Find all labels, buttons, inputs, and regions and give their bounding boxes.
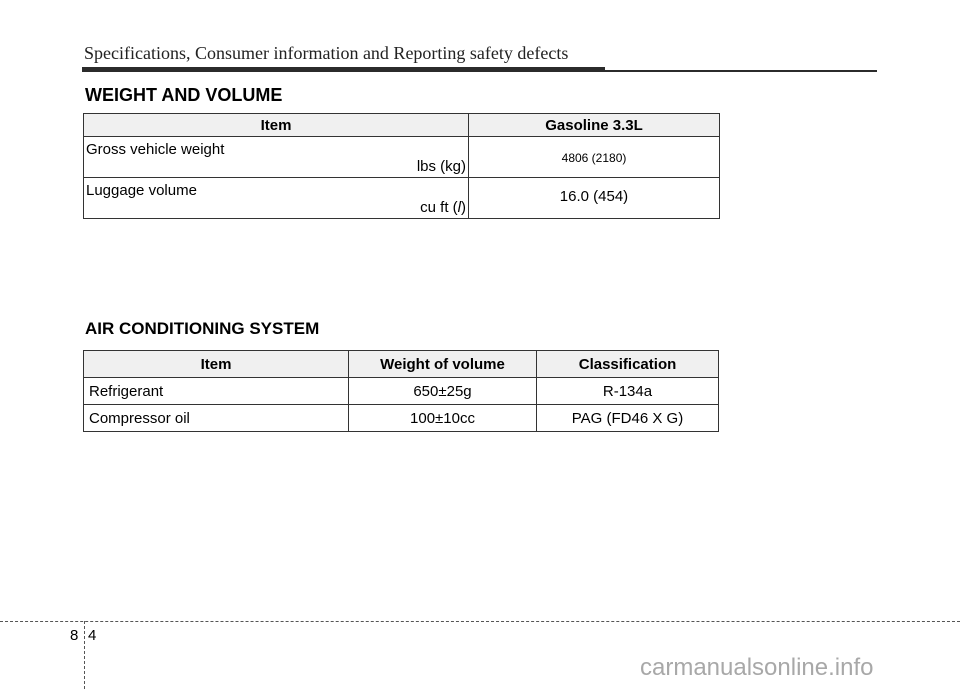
weight-cell: 100±10cc bbox=[349, 405, 537, 432]
item-unit: lbs (kg) bbox=[416, 158, 466, 175]
value-cell bbox=[469, 137, 720, 178]
item-value: 4806 (2180) bbox=[561, 151, 627, 165]
weight-cell: 650±25g bbox=[349, 378, 537, 405]
column-header-item: Item bbox=[84, 114, 469, 137]
item-cell bbox=[84, 137, 469, 178]
column-header-gasoline: Gasoline 3.3L bbox=[469, 114, 720, 137]
table-row bbox=[84, 378, 719, 405]
table-row bbox=[84, 178, 720, 219]
item-cell: Compressor oil bbox=[84, 405, 349, 432]
table-header-row bbox=[84, 351, 719, 378]
air-conditioning-table bbox=[83, 350, 719, 432]
value-cell bbox=[469, 178, 720, 219]
column-header-weight: Weight of volume bbox=[349, 351, 537, 378]
weight-volume-table bbox=[83, 113, 720, 219]
item-label: Luggage volume bbox=[86, 182, 197, 199]
item-unit bbox=[84, 199, 468, 216]
header-rule-thick bbox=[82, 67, 605, 72]
page-number: 4 bbox=[88, 627, 97, 644]
unit-suffix: ) bbox=[461, 199, 466, 216]
page-section-number: 8 bbox=[70, 627, 79, 644]
section-title-air-conditioning: AIR CONDITIONING SYSTEM bbox=[85, 319, 320, 338]
column-header-classification: Classification bbox=[537, 351, 719, 378]
classification-cell: PAG (FD46 X G) bbox=[537, 405, 719, 432]
watermark: carmanualsonline.info bbox=[640, 654, 874, 681]
unit-prefix: cu ft ( bbox=[420, 199, 458, 216]
column-header-item: Item bbox=[84, 351, 349, 378]
table-row bbox=[84, 137, 720, 178]
unit-liter-symbol: l bbox=[457, 199, 461, 216]
header-rule-thin bbox=[605, 70, 877, 72]
item-value: 16.0 (454) bbox=[559, 188, 629, 205]
page-header-title: Specifications, Consumer information and Reporting safety defects bbox=[84, 43, 569, 63]
classification-cell: R-134a bbox=[537, 378, 719, 405]
table-row bbox=[84, 405, 719, 432]
section-title-weight-volume: WEIGHT AND VOLUME bbox=[85, 85, 283, 105]
item-cell bbox=[84, 178, 469, 219]
item-label: Gross vehicle weight bbox=[86, 141, 225, 158]
footer-divider bbox=[84, 621, 85, 689]
item-cell: Refrigerant bbox=[84, 378, 349, 405]
table-header-row bbox=[84, 114, 720, 137]
footer-rule bbox=[0, 621, 960, 622]
